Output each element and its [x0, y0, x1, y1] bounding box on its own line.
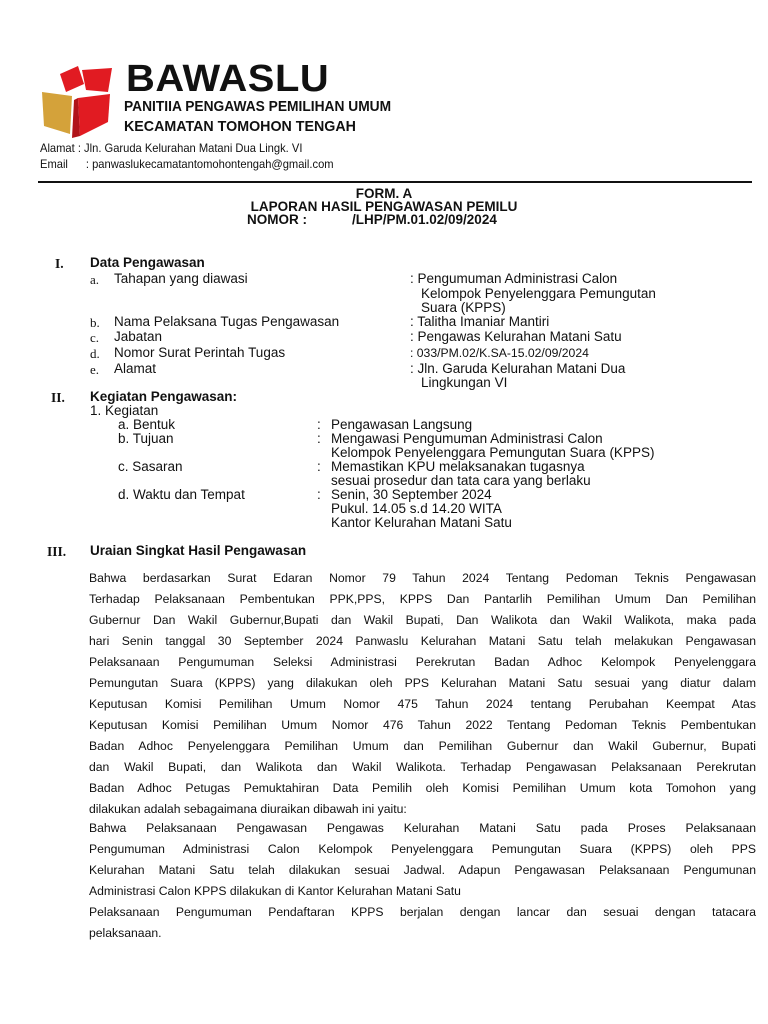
number-value: /LHP/PM.01.02/09/2024 [352, 212, 497, 227]
section-1-numeral: I. [55, 256, 64, 271]
email-value: : panwaslukecamatantomohontengah@gmail.com [85, 157, 334, 171]
address-value: : Jln. Garuda Kelurahan Matani Dua Lingk. VI [77, 141, 303, 155]
paragraph-line: dan Wakil Bupati, dan Walikota dan Wakil Walikota. Terhadap Pengawasan Pelaksanaan Perekrutan [89, 760, 756, 774]
item-label: Jabatan [114, 329, 163, 344]
paragraph-line: Kelurahan Matani Satu telah dilakukan sesuai Jadwal. Adapun Pengawasan Pelaksanaan Pengumunan [89, 863, 756, 877]
paragraph-line: Pelaksanaan Pengumuman Seleksi Administrasi Perekrutan Badan Adhoc Kelompok Penyelenggara [89, 655, 756, 669]
org-subtitle-1: PANITIIA PENGAWAS PEMILIHAN UMUM [124, 99, 392, 115]
item-label: Nomor Surat Perintah Tugas [114, 345, 286, 360]
header-divider [38, 181, 752, 183]
activity-value-line: Pengawasan Langsung [331, 417, 473, 432]
paragraph-line: Badan Adhoc Petugas Pemuktahiran Data Pemilih oleh Komisi Pemilihan Umum kota Tomohon yang [89, 781, 756, 795]
activity-colon: : [317, 487, 321, 502]
paragraph-line: Administrasi Calon KPPS dilakukan di Kantor Kelurahan Matani Satu [89, 884, 461, 898]
email-label: Email [40, 157, 68, 171]
address-label: Alamat [40, 141, 75, 155]
activity-label: a. Bentuk [118, 417, 176, 432]
item-value-line: : Talitha Imaniar Mantiri [410, 314, 550, 329]
item-label: Alamat [114, 361, 157, 376]
item-value-line: Lingkungan VI [421, 375, 508, 390]
paragraph-line: dilakukan adalah sebagaimana diuraikan dibawah ini yaitu: [89, 802, 407, 816]
activity-title: 1. Kegiatan [90, 403, 159, 418]
item-label: Tahapan yang diawasi [114, 271, 248, 286]
summary-paragraph-2 [89, 818, 756, 902]
paragraph-line: Keputusan Komisi Pemilihan Umum Nomor 475 Tahun 2024 tentang Perubahan Keempat Atas [89, 697, 756, 711]
item-letter: a. [90, 272, 100, 287]
number-label: NOMOR : [247, 212, 307, 227]
activity-label: c. Sasaran [118, 459, 183, 474]
section-2-numeral: II. [51, 390, 65, 405]
paragraph-line: pelaksanaan. [89, 926, 162, 940]
report-title: LAPORAN HASIL PENGAWASAN PEMILU [250, 199, 518, 214]
activity-value-line: Kantor Kelurahan Matani Satu [331, 515, 512, 530]
paragraph-line: Gubernur Dan Wakil Gubernur,Bupati dan Wakil Bupati, Dan Walikota dan Wakil Walikota, maka pada [89, 613, 756, 627]
item-value-line: : 033/PM.02/K.SA-15.02/09/2024 [410, 346, 589, 360]
paragraph-line: Pengumuman Administrasi Calon Kelompok Penyelenggara Pemungutan Suara (KPPS) oleh PPS [89, 842, 756, 856]
org-subtitle-2: KECAMATAN TOMOHON TENGAH [124, 118, 356, 135]
summary-paragraph-3 [89, 902, 756, 944]
bawaslu-logo-icon [38, 62, 120, 144]
activity-value-line: sesuai prosedur dan tata cara yang berlaku [331, 473, 591, 488]
summary-paragraph-1 [89, 568, 756, 820]
item-value-line: : Jln. Garuda Kelurahan Matani Dua [410, 361, 626, 376]
paragraph-line: Pemungutan Suara (KPPS) yang dilakukan oleh PPS Kelurahan Matani Satu sesuai yang diatur dalam [89, 676, 756, 690]
section-3-numeral: III. [47, 544, 67, 559]
item-value-line: Suara (KPPS) [421, 300, 506, 315]
activity-value-line: Mengawasi Pengumuman Administrasi Calon [331, 431, 603, 446]
activity-value-line: Memastikan KPU melaksanakan tugasnya [331, 459, 585, 474]
activity-colon: : [317, 459, 321, 474]
paragraph-line: Badan Adhoc Penyelenggara Pemilihan Umum dan Pemilihan Gubernur dan Wakil Gubernur, Bupati [89, 739, 756, 753]
section-1-heading: Data Pengawasan [90, 255, 205, 270]
activity-colon: : [317, 431, 321, 446]
item-letter: e. [90, 362, 100, 377]
item-value-line: : Pengawas Kelurahan Matani Satu [410, 329, 622, 344]
paragraph-line: hari Senin tanggal 30 September 2024 Panwaslu Kelurahan Matani Satu telah melakukan Pengawasan [89, 634, 756, 648]
section-3-heading: Uraian Singkat Hasil Pengawasan [90, 543, 307, 558]
paragraph-line: Bahwa Pelaksanaan Pengawasan Pengawas Kelurahan Matani Satu pada Proses Pelaksanaan [89, 821, 756, 835]
item-letter: b. [90, 315, 100, 330]
email-row [40, 157, 334, 171]
org-name: BAWASLU [126, 58, 330, 100]
item-value-line: : Pengumuman Administrasi Calon [410, 271, 618, 286]
item-letter: c. [90, 330, 100, 345]
address-row [40, 141, 302, 155]
paragraph-line: Keputusan Komisi Pemilihan Umum Nomor 476 Tahun 2022 Tentang Pedoman Teknis Pembentukan [89, 718, 756, 732]
form-code: FORM. A [355, 186, 413, 201]
item-label: Nama Pelaksana Tugas Pengawasan [114, 314, 340, 329]
paragraph-line: Pelaksanaan Pengumuman Pendaftaran KPPS berjalan dengan lancar dan sesuai dengan tatacara [89, 905, 756, 919]
activity-label: b. Tujuan [118, 431, 174, 446]
item-value-line: Kelompok Penyelenggara Pemungutan [421, 286, 656, 301]
activity-colon: : [317, 417, 321, 432]
activity-value-line: Senin, 30 September 2024 [331, 487, 492, 502]
item-letter: d. [90, 346, 100, 361]
activity-label: d. Waktu dan Tempat [118, 487, 245, 502]
activity-value-line: Pukul. 14.05 s.d 14.20 WITA [331, 501, 502, 516]
section-2-heading: Kegiatan Pengawasan: [90, 389, 238, 404]
paragraph-line: Terhadap Pelaksanaan Pembentukan PPK,PPS, KPPS Dan Pantarlih Pemilihan Umum Dan Pemilihan [89, 592, 756, 606]
activity-value-line: Kelompok Penyelenggara Pemungutan Suara (KPPS) [331, 445, 655, 460]
paragraph-line: Bahwa berdasarkan Surat Edaran Nomor 79 Tahun 2024 Tentang Pedoman Teknis Pengawasan [89, 571, 756, 585]
